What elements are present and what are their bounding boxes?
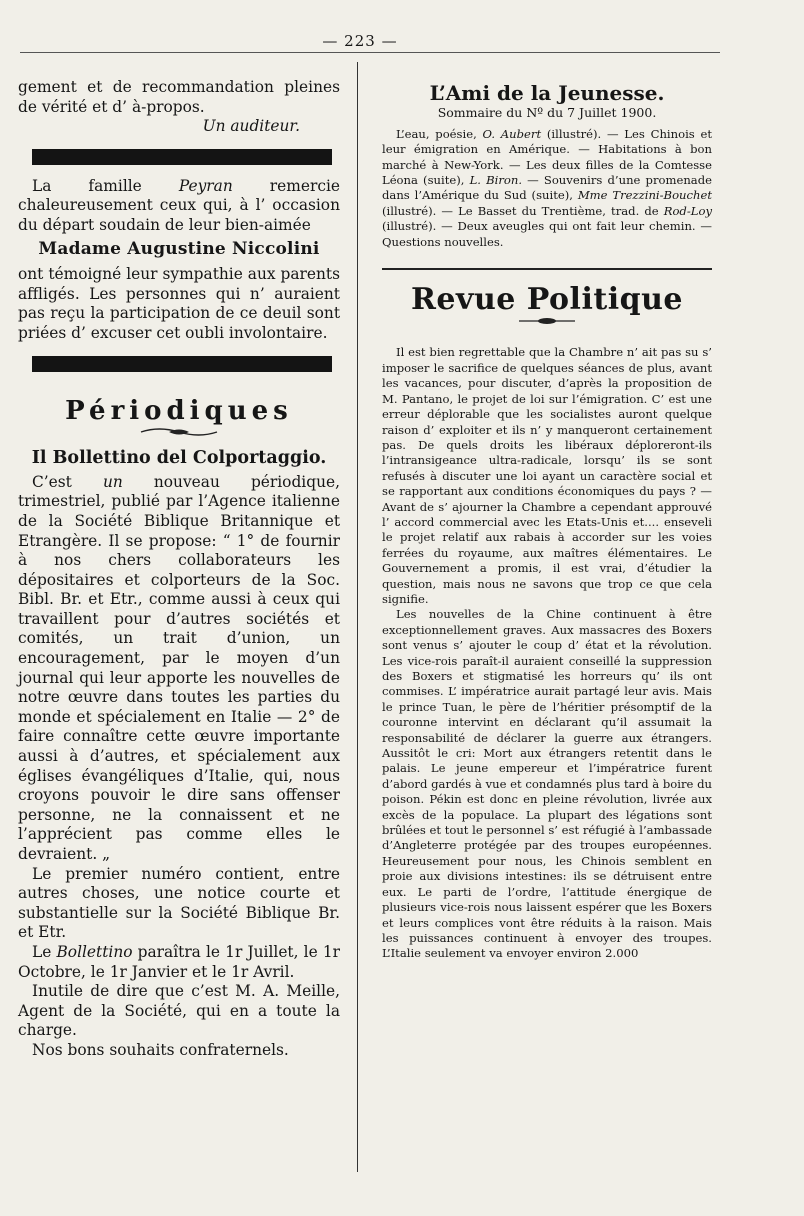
family-notice-closing: ont témoigné leur sympathie aux parents affligés. Les personnes qui n’ auraient pas reçu la participation de ce deuil sont priées d’ excuser cet oubli involontaire. — [18, 265, 340, 342]
summary-author-1: O. Aubert — [482, 126, 542, 141]
bulletin-paragraph-1 — [18, 473, 340, 865]
bulletin-paragraph-2: Le premier numéro contient, entre autres choses, une notice courte et substantielle sur la Société Biblique Br. et Etr. — [18, 864, 340, 942]
b3-after: paraîtra le 1r Juillet, le 1r Octobre, le 1r Janvier et le 1r Avril. — [18, 942, 340, 981]
right-separator-rule — [382, 268, 712, 270]
revue-politique-title: Revue Politique — [411, 282, 683, 318]
family-intro-after: remercie chaleureusement ceux qui, à l’ occasion du départ soudain de leur bien-aimée — [18, 176, 340, 234]
left-column — [18, 78, 340, 1061]
top-rule — [20, 52, 720, 53]
summary-s1: L’eau, poésie, — [396, 126, 477, 141]
summary-author-4: Rod-Loy — [663, 203, 712, 218]
revue-paragraph-1: Il est bien regrettable que la Chambre n’ ait pas su s’ imposer le sacrifice de quelques séances de plus, avant les vacances, pour discuter, d’après la proposition de M. Pantano, le projet de loi sur l’émigration. C’ est une erreur déplorable que les socialistes auront quelque raison d’ exploiter et ils n’ y manqueront certainement pas. De quels droits les libéraux déploreront-ils l’intransigeance ultra-radicale, lorsqu’ ils se sont refusés à discuter une loi ayant un caractère social et se rapportant aux conditions économiques du pays ? — Avant de s’ ajourner la Chambre a cependant approuvé l’ accord commercial avec les Etats-Unis et.... enseveli le projet relatif aux rabais à accorder sur les voies ferrées du royaume, aux maîtres élémentaires. Le Gouvernement a promis, il est vrai, d’étudier la question, mais nous ne savons que trop ce que cela signifie. — [382, 345, 712, 606]
revue-ornament — [382, 315, 712, 327]
opening-signature: Un auditeur. — [202, 117, 300, 136]
summary-s2: (illustré). — Les Chinois et leur émigration en Amérique. — Habitations à bon marché à New-York. — Les deux filles de la Comtesse Léona (suite), — [382, 126, 712, 188]
b1-start: C’est — [32, 472, 72, 491]
bulletin-paragraph-5: Nos bons souhaits confraternels. — [32, 1040, 289, 1059]
summary-author-2: L. Biron. — [469, 173, 523, 188]
b3-italic: Bollettino — [56, 942, 133, 961]
bulletin-paragraph-4: Inutile de dire que c’est M. A. Meille, Agent de la Société, qui en a toute la charge. — [18, 982, 340, 1040]
page-number: — 223 — — [322, 32, 398, 50]
bulletin-title: Il Bollettino del Colportaggio. — [31, 448, 327, 469]
b3-before: Le — [32, 942, 52, 961]
revue-paragraph-2: Les nouvelles de la Chine continuent à être exceptionnellement graves. Aux massacres des Boxers sont venus s’ ajouter le coup d’ état et la révolution. Les vice-rois paraît-il auraient conseillé la suppression des Boxers et stigmatisé les horreurs qu’ ils ont commises. L’ impératrice aurait partagé leur avis. Mais le prince Tuan, le père de l’héritier présomptif de la couronne intervint en déclarant qu’il assumait la responsabilité de déclarer la guerre aux étrangers. Aussitôt le cri: Mort aux étrangers retentit dans le palais. Le jeune empereur et l’impératrice furent d’abord gardés à vue et condamnés plus tard à boire du poison. Pékin est donc en pleine révolution, livrée aux excès de la populace. La plupart des légations sont brûlées et tout le personnel s’ est réfugié à l’ambassade d’Angleterre protégée par des troupes européennes. Heureusement pour nous, les Chinois semblent en proie aux divisions intestines: ils se détruisent entre eux. Le parti de l’ordre, l’attitude énergique de plusieurs vice-rois nous laissent espérer que les Boxers et leurs complices vont être réduits à la raison. Mais les puissances continuent à envoyer des troupes. L’Italie seulement va envoyer environ 2.000 — [382, 607, 712, 961]
ornament-divider — [18, 425, 340, 439]
deceased-name: Madame Augustine Niccolini — [38, 238, 320, 259]
family-name: Peyran — [178, 176, 233, 195]
b1-rest: nouveau périodique, trimestriel, publié par l’Agence italienne de la Société Biblique Britannique et Etrangère. Il se propose: “ 1° de fournir à nos chers collaborateurs les dépositaires et colporteurs de la Soc. Bibl. Br. et Etr., comme aussi à ceux qui travaillent pour d’autres sociétés et comités, un trait d’union, un encouragement, par le moyen d’un journal qui leur apporte les nouvelles de notre œuvre dans toutes les parties du monde et spécialement en Italie — 2° de faire connaître cette œuvre importante aussi à d’autres, et spécialement aux églises évangéliques d’Italie, qui, nous croyons pouvoir le dire sans offenser personne, ne la connaissent et ne l’apprécient pas comme elles le devraient. „ — [18, 472, 340, 863]
opening-paragraph: gement et de recommandation pleines de vérité et d’ à-propos. — [18, 78, 340, 116]
journal-title: L’Ami de la Jeunesse. — [429, 81, 665, 105]
section-title-periodiques: Périodiques — [65, 395, 293, 426]
right-column — [382, 81, 713, 962]
column-divider — [357, 62, 358, 1172]
black-separator-bar-2 — [32, 356, 332, 372]
bulletin-paragraph-3 — [18, 943, 340, 982]
family-notice-intro — [18, 177, 340, 236]
b1-italic: un — [102, 472, 123, 491]
family-intro-before: La famille — [32, 176, 142, 195]
journal-summary — [382, 127, 712, 250]
journal-subtitle: Sommaire du Nº du 7 Juillet 1900. — [437, 105, 657, 121]
summary-s5: (illustré). — Deux aveugles qui ont fait leur chemin. — Questions nouvelles. — [382, 219, 712, 249]
summary-s4: (illustré). — Le Basset du Trentième, trad. de — [382, 203, 659, 218]
summary-author-3: Mme Trezzini-Bouchet — [577, 188, 713, 203]
black-separator-bar — [32, 149, 332, 165]
summary-s3: — Souvenirs d’une promenade dans l’Amérique du Sud (suite), — [382, 173, 712, 203]
